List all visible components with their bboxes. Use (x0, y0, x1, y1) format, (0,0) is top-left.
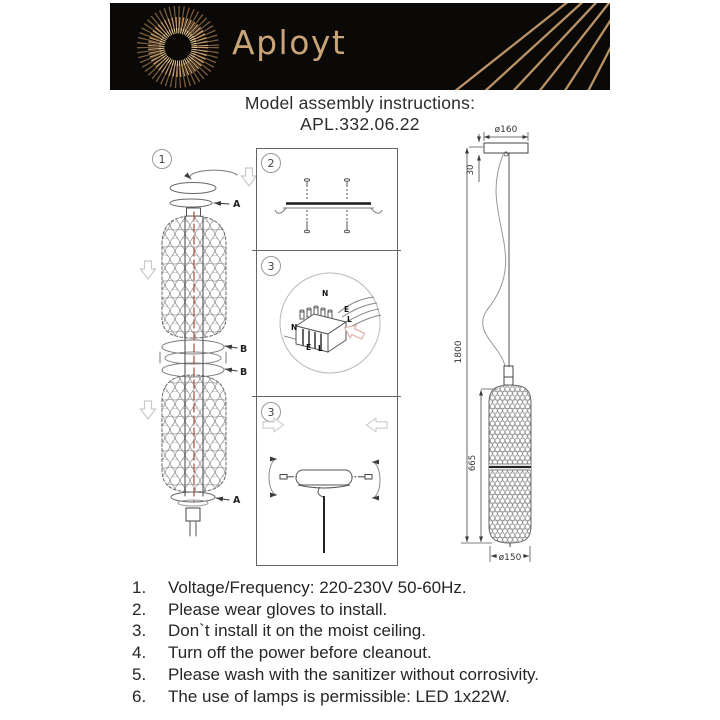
socket (186, 508, 200, 521)
model-number: APL.332.06.22 (300, 114, 420, 134)
label-a-bottom: A (233, 495, 241, 506)
label-b-bottom: B (240, 367, 248, 378)
dim-canopy-height: 30 (466, 164, 476, 176)
instruction-number: 6. (132, 686, 147, 706)
page-title: Model assembly instructions: (244, 93, 476, 113)
instruction-item (132, 686, 539, 708)
side-screw-right (352, 475, 372, 480)
rotate-ccw-icon (372, 462, 380, 498)
instruction-number: 1. (132, 578, 147, 597)
instruction-text: Turn off the power before cleanout. (168, 643, 432, 663)
wire-n-label: N (322, 289, 329, 298)
instruction-number: 3. (132, 621, 147, 641)
shade-fitting (504, 366, 513, 385)
instruction-item (132, 599, 539, 621)
top-cover-disc (170, 183, 216, 194)
step3-number: 3 (267, 260, 275, 273)
dim-shade-height: 665 (468, 454, 478, 472)
dimension-drawing (454, 125, 531, 563)
side-screw-left (280, 475, 297, 480)
mounting-screws-bottom (304, 210, 349, 233)
dim-canopy-diameter: ø160 (494, 125, 518, 135)
step2-panel (262, 154, 383, 233)
instructions-list (132, 577, 539, 707)
step4-panel (262, 403, 388, 554)
instruction-item (132, 620, 539, 642)
instruction-item (132, 642, 539, 664)
instruction-item (132, 664, 539, 686)
block-l-label: L (318, 344, 323, 353)
dim-overall-height: 1800 (454, 340, 464, 364)
instruction-number: 4. (132, 643, 147, 663)
mounting-screws-top (304, 179, 349, 201)
instruction-number: 5. (132, 664, 147, 684)
instruction-text: Please wear gloves to install. (168, 599, 388, 619)
push-arrow-left-icon (367, 418, 388, 432)
dim-shade-diameter: ø150 (498, 553, 522, 563)
label-b-top: B (240, 344, 248, 355)
rotate-arrow-icon (190, 170, 237, 179)
brand-name: Aployt (232, 23, 347, 62)
wire-e-label: E (344, 305, 350, 314)
step-panels (252, 149, 401, 566)
instruction-text: Voltage/Frequency: 220-230V 50-60Hz. (168, 578, 467, 597)
wire-l-label: L (347, 315, 352, 324)
step1-exploded-view (141, 150, 257, 537)
instruction-number: 2. (132, 599, 147, 619)
power-cable (483, 155, 506, 366)
instruction-text: Please wash with the sanitizer without corrosivity. (168, 664, 540, 684)
step2-number: 2 (267, 157, 275, 170)
step4-number: 3 (267, 406, 275, 419)
down-arrow-icon (141, 261, 156, 279)
down-arrow-icon (141, 401, 156, 419)
down-arrow-icon (242, 168, 257, 186)
block-n-label: N (291, 323, 298, 332)
instruction-item (132, 577, 539, 599)
step1-number: 1 (158, 153, 166, 166)
rotate-cw-icon (269, 459, 277, 495)
instruction-text: Don`t install it on the moist ceiling. (168, 621, 426, 641)
instruction-text: The use of lamps is permissible: LED 1x22W. (168, 686, 511, 706)
block-e-label: E (306, 343, 312, 352)
step3-panel (262, 257, 382, 374)
label-a-top: A (233, 199, 241, 210)
canopy (296, 470, 352, 485)
top-ring-disc (170, 199, 212, 207)
